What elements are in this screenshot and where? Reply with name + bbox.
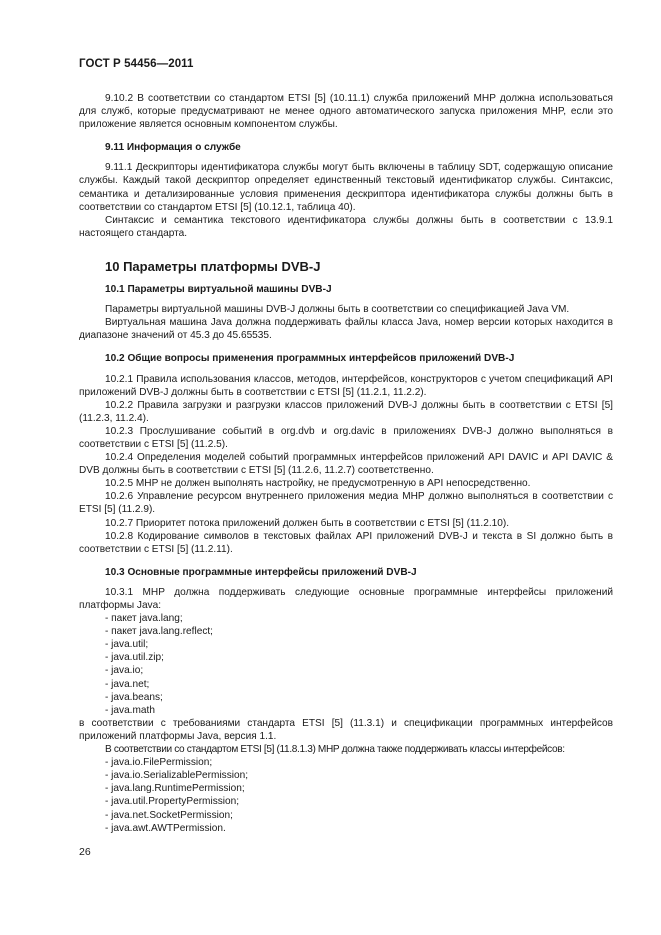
paragraph-10-2-6: 10.2.6 Управление ресурсом внутреннего приложения медиа MHP должно выполняться в соответствии с ETSI [5] (11.2.9). [79,491,613,516]
list-item: - java.io; [105,665,144,677]
paragraph-10-2-2: 10.2.2 Правила загрузки и разгрузки классов приложений DVB-J должны быть в соответствии с ETSI [5] (11.2.3, 11.2.4). [79,399,613,424]
list-item: - пакет java.lang.reflect; [105,626,213,638]
paragraph-10-2-7: 10.2.7 Приоритет потока приложений должен быть в соответствии с ETSI [5] (11.2.10). [105,517,510,529]
paragraph-10-2-8: 10.2.8 Кодирование символов в текстовых файлах API приложений DVB-J и текста в SI должно быть в соответствии с ETSI [5] (11.2.11). [79,530,613,555]
section-heading-10-2: 10.2 Общие вопросы применения программных интерфейсов приложений DVB-J [105,353,515,365]
document-body [79,92,613,835]
list-item: - java.util.PropertyPermission; [105,796,240,808]
paragraph-9-10-2: 9.10.2 В соответствии со стандартом ETSI [5] (10.11.1) служба приложений MHP должна использоваться для служб, которые предусматривают не менее одного автоматического запуска приложения MHP, если это приложение является основным компонентом службы. [79,93,613,131]
list-item: - java.io.FilePermission; [105,757,213,769]
list-item: - пакет java.lang; [105,613,183,625]
paragraph-10-3-1: 10.3.1 MHP должна поддерживать следующие основные программные интерфейсы приложений платформы Java: [79,586,613,611]
paragraph-10-2-4: 10.2.4 Определения моделей событий программных интерфейсов приложений API DAVIC и API DAVIC & DVB должны быть в соответствии с ETSI [5] (11.2.6, 11.2.7) соответственно. [79,452,613,477]
list-item: - java.net.SocketPermission; [105,809,233,821]
document-header: ГОСТ Р 54456—2011 [79,58,194,70]
paragraph-10-1-b: Виртуальная машина Java должна поддерживать файлы класса Java, номер версии которых находится в диапазоне значений от 45.3 до 45.65535. [79,317,613,342]
page-number: 26 [79,846,91,858]
list-item: - java.net; [105,678,150,690]
list-item: - java.util; [105,639,149,651]
paragraph-9-11-1-syntax: Синтаксис и семантика текстового идентификатора службы должны быть в соответствии с 13.9.1 настоящего стандарта. [79,214,613,239]
list-item: - java.beans; [105,691,163,703]
paragraph-10-3-1-continuation: в соответствии с требованиями стандарта ETSI [5] (11.3.1) и спецификации программных интерфейсов приложений платформы Java, версия 1.1. [79,717,613,742]
paragraph-10-1-a: Параметры виртуальной машины DVB-J должны быть в соответствии со спецификацией Java VM. [105,304,570,316]
list-item: - java.io.SerializablePermission; [105,770,249,782]
list-item: - java.math [105,704,155,716]
section-heading-10-3: 10.3 Основные программные интерфейсы приложений DVB-J [105,566,417,578]
paragraph-10-2-5: 10.2.5 MHP не должен выполнять настройку, не предусмотренную в API непосредственно. [105,478,531,490]
list-item: - java.awt.AWTPermission. [105,822,226,834]
section-heading-10-1: 10.1 Параметры виртуальной машины DVB-J [105,284,332,296]
paragraph-10-3-1-permissions: В соответствии со стандартом ETSI [5] (11.8.1.3) MHP должна также поддерживать классы интерфейсов: [105,744,565,756]
paragraph-9-11-1: 9.11.1 Дескрипторы идентификатора службы могут быть включены в таблицу SDT, содержащую описание службы. Каждый такой дескриптор определяет единственный текстовый идентификатор службы. Синтаксис, семантика и детализированные условия применения дескриптора идентификатора службы должны быть в соответствии со стандартом ETSI [5] (10.12.1, таблица 40). [79,162,613,213]
list-item: - java.util.zip; [105,652,164,664]
section-heading-9-11: 9.11 Информация о службе [105,142,241,154]
paragraph-10-2-1: 10.2.1 Правила использования классов, методов, интерфейсов, конструкторов с учетом спецификаций API приложений DVB-J должны быть в соответствии с ETSI [5] (11.2.1, 11.2.2). [79,373,613,398]
list-item: - java.lang.RuntimePermission; [105,783,245,795]
paragraph-10-2-3: 10.2.3 Прослушивание событий в org.dvb и org.davic в приложениях DVB-J должно выполняться в соответствии с ETSI [5] (11.2.5). [79,425,613,450]
chapter-heading-10: 10 Параметры платформы DVB-J [105,258,321,274]
